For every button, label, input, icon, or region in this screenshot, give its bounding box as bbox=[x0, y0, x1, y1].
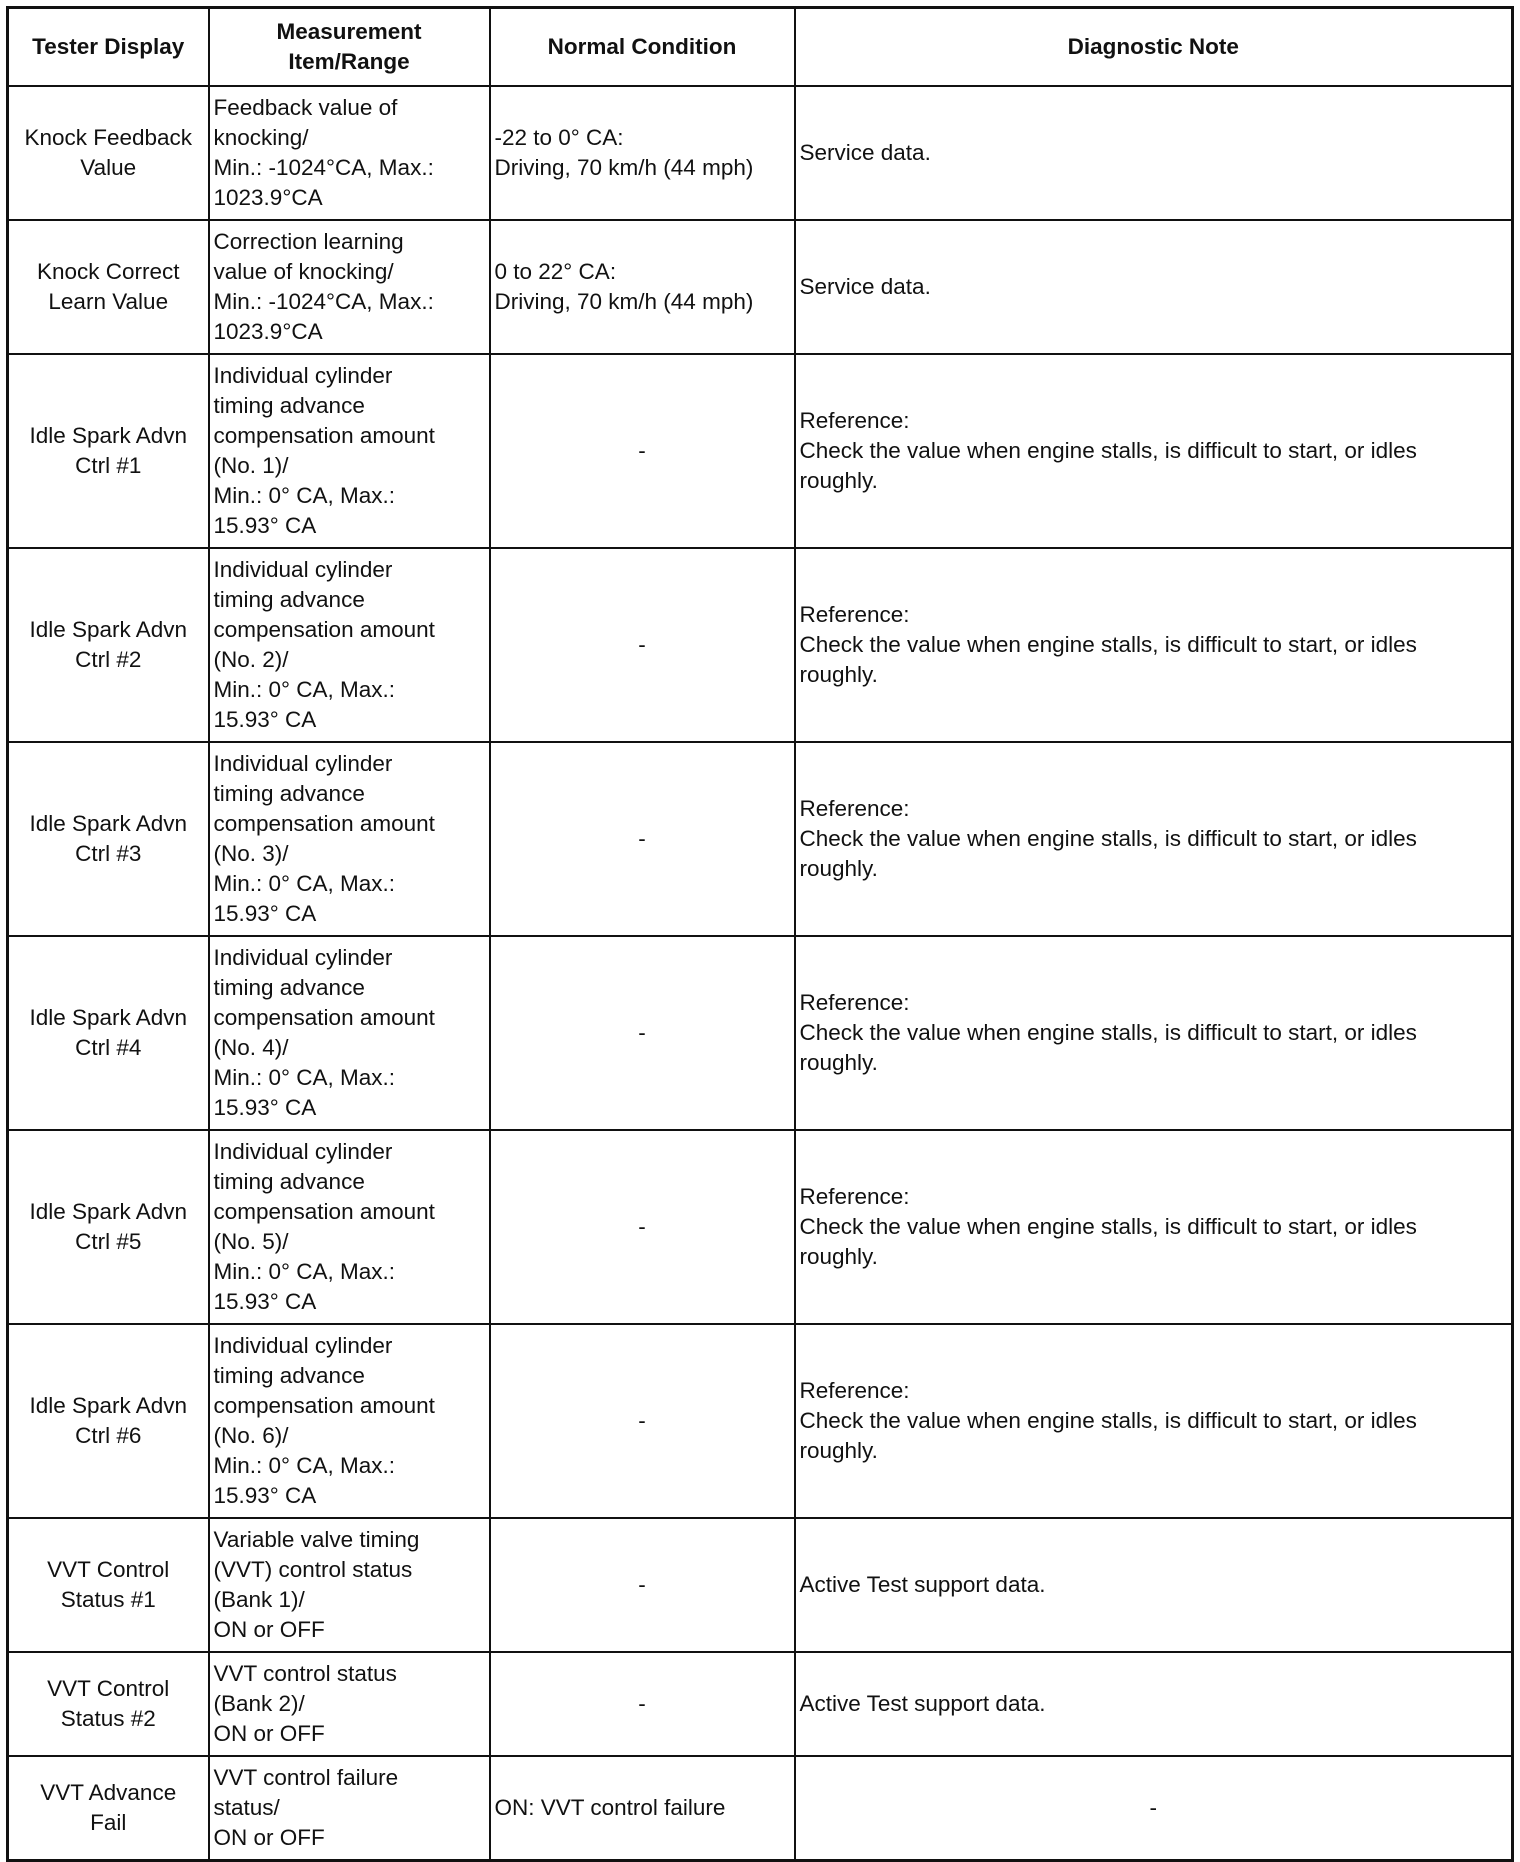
table-row bbox=[8, 354, 1513, 548]
tester-display-cell: VVT Advance Fail bbox=[8, 1756, 209, 1861]
normal-condition-cell: 0 to 22° CA: Driving, 70 km/h (44 mph) bbox=[490, 220, 795, 354]
normal-condition-cell: - bbox=[490, 548, 795, 742]
table-row bbox=[8, 1652, 1513, 1756]
diagnostic-note-cell: Active Test support data. bbox=[795, 1652, 1513, 1756]
measurement-cell: Individual cylinder timing advance compensation amount (No. 4)/ Min.: 0° CA, Max.: 15.93° CA bbox=[209, 936, 490, 1130]
tester-display-cell: VVT Control Status #2 bbox=[8, 1652, 209, 1756]
diagnostic-note-cell: Active Test support data. bbox=[795, 1518, 1513, 1652]
diagnostic-note-cell: - bbox=[795, 1756, 1513, 1861]
tester-display-cell: Idle Spark Advn Ctrl #5 bbox=[8, 1130, 209, 1324]
measurement-cell: Individual cylinder timing advance compensation amount (No. 3)/ Min.: 0° CA, Max.: 15.93° CA bbox=[209, 742, 490, 936]
measurement-cell: Individual cylinder timing advance compensation amount (No. 1)/ Min.: 0° CA, Max.: 15.93° CA bbox=[209, 354, 490, 548]
table-row bbox=[8, 1756, 1513, 1861]
normal-condition-cell: - bbox=[490, 936, 795, 1130]
diagnostic-note-cell: Reference: Check the value when engine stalls, is difficult to start, or idles roughly. bbox=[795, 936, 1513, 1130]
normal-condition-cell: - bbox=[490, 742, 795, 936]
measurement-cell: VVT control failure status/ ON or OFF bbox=[209, 1756, 490, 1861]
table-row bbox=[8, 742, 1513, 936]
table-row bbox=[8, 1324, 1513, 1518]
measurement-cell: Feedback value of knocking/ Min.: -1024°CA, Max.: 1023.9°CA bbox=[209, 86, 490, 220]
diagnostic-note-cell: Reference: Check the value when engine stalls, is difficult to start, or idles roughly. bbox=[795, 1324, 1513, 1518]
diagnostic-note-cell: Reference: Check the value when engine stalls, is difficult to start, or idles roughly. bbox=[795, 548, 1513, 742]
measurement-cell: Correction learning value of knocking/ Min.: -1024°CA, Max.: 1023.9°CA bbox=[209, 220, 490, 354]
table-header-row bbox=[8, 8, 1513, 87]
table-row bbox=[8, 548, 1513, 742]
measurement-cell: VVT control status (Bank 2)/ ON or OFF bbox=[209, 1652, 490, 1756]
normal-condition-cell: - bbox=[490, 1518, 795, 1652]
data-list-table bbox=[6, 6, 1514, 1862]
measurement-cell: Individual cylinder timing advance compensation amount (No. 5)/ Min.: 0° CA, Max.: 15.93° CA bbox=[209, 1130, 490, 1324]
tester-display-cell: Idle Spark Advn Ctrl #3 bbox=[8, 742, 209, 936]
tester-display-cell: Idle Spark Advn Ctrl #2 bbox=[8, 548, 209, 742]
table-row bbox=[8, 936, 1513, 1130]
measurement-cell: Individual cylinder timing advance compensation amount (No. 6)/ Min.: 0° CA, Max.: 15.93° CA bbox=[209, 1324, 490, 1518]
diagnostic-note-cell: Service data. bbox=[795, 86, 1513, 220]
header-tester-display: Tester Display bbox=[8, 8, 209, 87]
header-diagnostic-note: Diagnostic Note bbox=[795, 8, 1513, 87]
diagnostic-note-cell: Reference: Check the value when engine stalls, is difficult to start, or idles roughly. bbox=[795, 742, 1513, 936]
table-row bbox=[8, 86, 1513, 220]
normal-condition-cell: - bbox=[490, 1130, 795, 1324]
normal-condition-cell: - bbox=[490, 1652, 795, 1756]
table-row bbox=[8, 1518, 1513, 1652]
normal-condition-cell: ON: VVT control failure bbox=[490, 1756, 795, 1861]
normal-condition-cell: -22 to 0° CA: Driving, 70 km/h (44 mph) bbox=[490, 86, 795, 220]
normal-condition-cell: - bbox=[490, 1324, 795, 1518]
document-page bbox=[6, 6, 1514, 1862]
tester-display-cell: VVT Control Status #1 bbox=[8, 1518, 209, 1652]
measurement-cell: Variable valve timing (VVT) control status (Bank 1)/ ON or OFF bbox=[209, 1518, 490, 1652]
diagnostic-note-cell: Reference: Check the value when engine stalls, is difficult to start, or idles roughly. bbox=[795, 354, 1513, 548]
tester-display-cell: Idle Spark Advn Ctrl #6 bbox=[8, 1324, 209, 1518]
diagnostic-note-cell: Service data. bbox=[795, 220, 1513, 354]
header-normal-condition: Normal Condition bbox=[490, 8, 795, 87]
measurement-cell: Individual cylinder timing advance compensation amount (No. 2)/ Min.: 0° CA, Max.: 15.93° CA bbox=[209, 548, 490, 742]
normal-condition-cell: - bbox=[490, 354, 795, 548]
tester-display-cell: Idle Spark Advn Ctrl #1 bbox=[8, 354, 209, 548]
tester-display-cell: Knock Correct Learn Value bbox=[8, 220, 209, 354]
table-row bbox=[8, 220, 1513, 354]
diagnostic-note-cell: Reference: Check the value when engine stalls, is difficult to start, or idles roughly. bbox=[795, 1130, 1513, 1324]
tester-display-cell: Knock Feedback Value bbox=[8, 86, 209, 220]
header-measurement-item: Measurement Item/Range bbox=[209, 8, 490, 87]
table-row bbox=[8, 1130, 1513, 1324]
tester-display-cell: Idle Spark Advn Ctrl #4 bbox=[8, 936, 209, 1130]
